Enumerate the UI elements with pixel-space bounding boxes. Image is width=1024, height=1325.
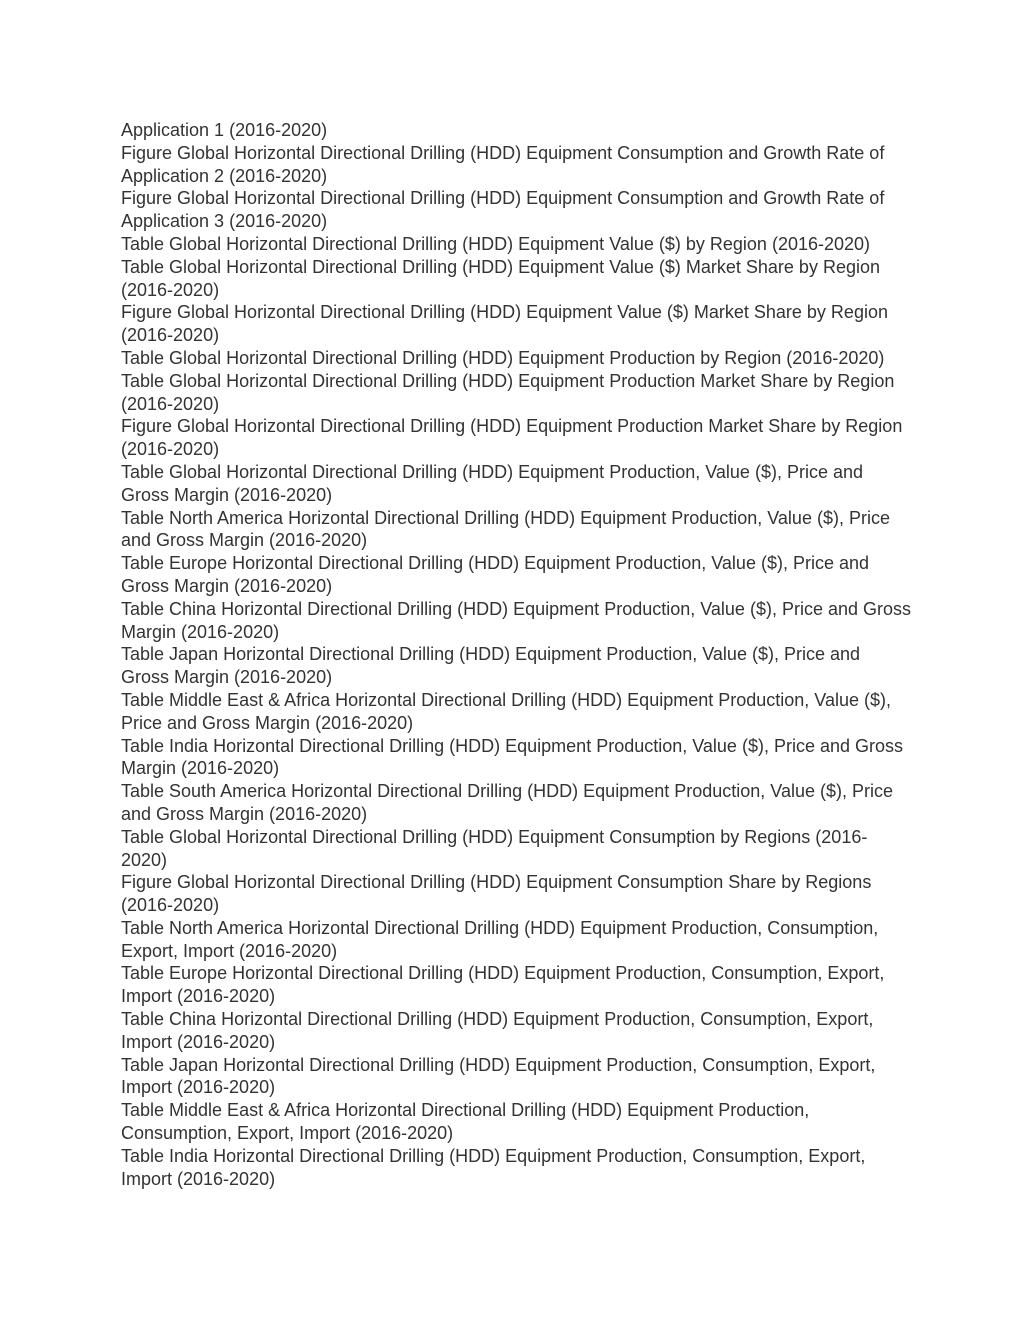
- list-item: Table South America Horizontal Directional Drilling (HDD) Equipment Production, Value ($), Price and Gross Margin (2016-2020): [121, 781, 893, 824]
- list-item: Figure Global Horizontal Directional Drilling (HDD) Equipment Consumption Share by Regions (2016-2020): [121, 872, 872, 916]
- list-item: Table North America Horizontal Directional Drilling (HDD) Equipment Production, Value ($), Price and Gross Margin (2016-2020): [121, 507, 890, 551]
- list-item: Figure Global Horizontal Directional Drilling (HDD) Equipment Production Market Share by Region (2016-2020): [121, 416, 903, 460]
- list-item: Table Global Horizontal Directional Drilling (HDD) Equipment Production by Region (2016-2020): [121, 347, 885, 368]
- list-item: Table China Horizontal Directional Drilling (HDD) Equipment Production, Value ($), Price and Gross Margin (2016-2020): [121, 598, 911, 642]
- list-item: Table Global Horizontal Directional Drilling (HDD) Equipment Production, Value ($), Price and Gross Margin (2016-2020): [121, 461, 863, 505]
- list-item: Figure Global Horizontal Directional Drilling (HDD) Equipment Consumption and Growth Rate of Application 3 (2016-2020): [121, 188, 885, 232]
- list-item: Table Global Horizontal Directional Drilling (HDD) Equipment Value ($) Market Share by Region (2016-2020): [121, 256, 880, 300]
- list-item: Table North America Horizontal Directional Drilling (HDD) Equipment Production, Consumption, Export, Import (2016-2020): [121, 917, 879, 961]
- list-item: Table India Horizontal Directional Drilling (HDD) Equipment Production, Consumption, Export, Import (2016-2020): [121, 1145, 866, 1189]
- list-of-tables-and-figures: [121, 119, 911, 1190]
- list-item: Table Japan Horizontal Directional Drilling (HDD) Equipment Production, Consumption, Export, Import (2016-2020): [121, 1054, 876, 1098]
- list-item: Table Europe Horizontal Directional Drilling (HDD) Equipment Production, Value ($), Price and Gross Margin (2016-2020): [121, 553, 870, 596]
- list-item: Figure Global Horizontal Directional Drilling (HDD) Equipment Consumption and Growth Rate of Application 2 (2016-2020): [121, 142, 885, 186]
- list-item: Table India Horizontal Directional Drilling (HDD) Equipment Production, Value ($), Price and Gross Margin (2016-2020): [121, 735, 903, 779]
- list-item: Table Global Horizontal Directional Drilling (HDD) Equipment Production Market Share by Region (2016-2020): [121, 370, 895, 414]
- list-item: Table Global Horizontal Directional Drilling (HDD) Equipment Consumption by Regions (2016-2020): [121, 826, 868, 870]
- list-item: Table Europe Horizontal Directional Drilling (HDD) Equipment Production, Consumption, Export, Import (2016-2020): [121, 963, 885, 1007]
- list-item: Table China Horizontal Directional Drilling (HDD) Equipment Production, Consumption, Export, Import (2016-2020): [121, 1009, 874, 1052]
- list-item: Table Global Horizontal Directional Drilling (HDD) Equipment Value ($) by Region (2016-2020): [121, 233, 871, 254]
- list-item: Table Middle East & Africa Horizontal Directional Drilling (HDD) Equipment Production, Value ($), Price and Gross Margin (2016-2020): [121, 689, 891, 733]
- list-item: Application 1 (2016-2020): [121, 120, 328, 140]
- list-item: Table Middle East & Africa Horizontal Directional Drilling (HDD) Equipment Production, Consumption, Export, Import (2016-2020): [121, 1100, 810, 1144]
- list-item: Figure Global Horizontal Directional Drilling (HDD) Equipment Value ($) Market Share by Region (2016-2020): [121, 302, 888, 346]
- list-item: Table Japan Horizontal Directional Drilling (HDD) Equipment Production, Value ($), Price and Gross Margin (2016-2020): [121, 644, 861, 688]
